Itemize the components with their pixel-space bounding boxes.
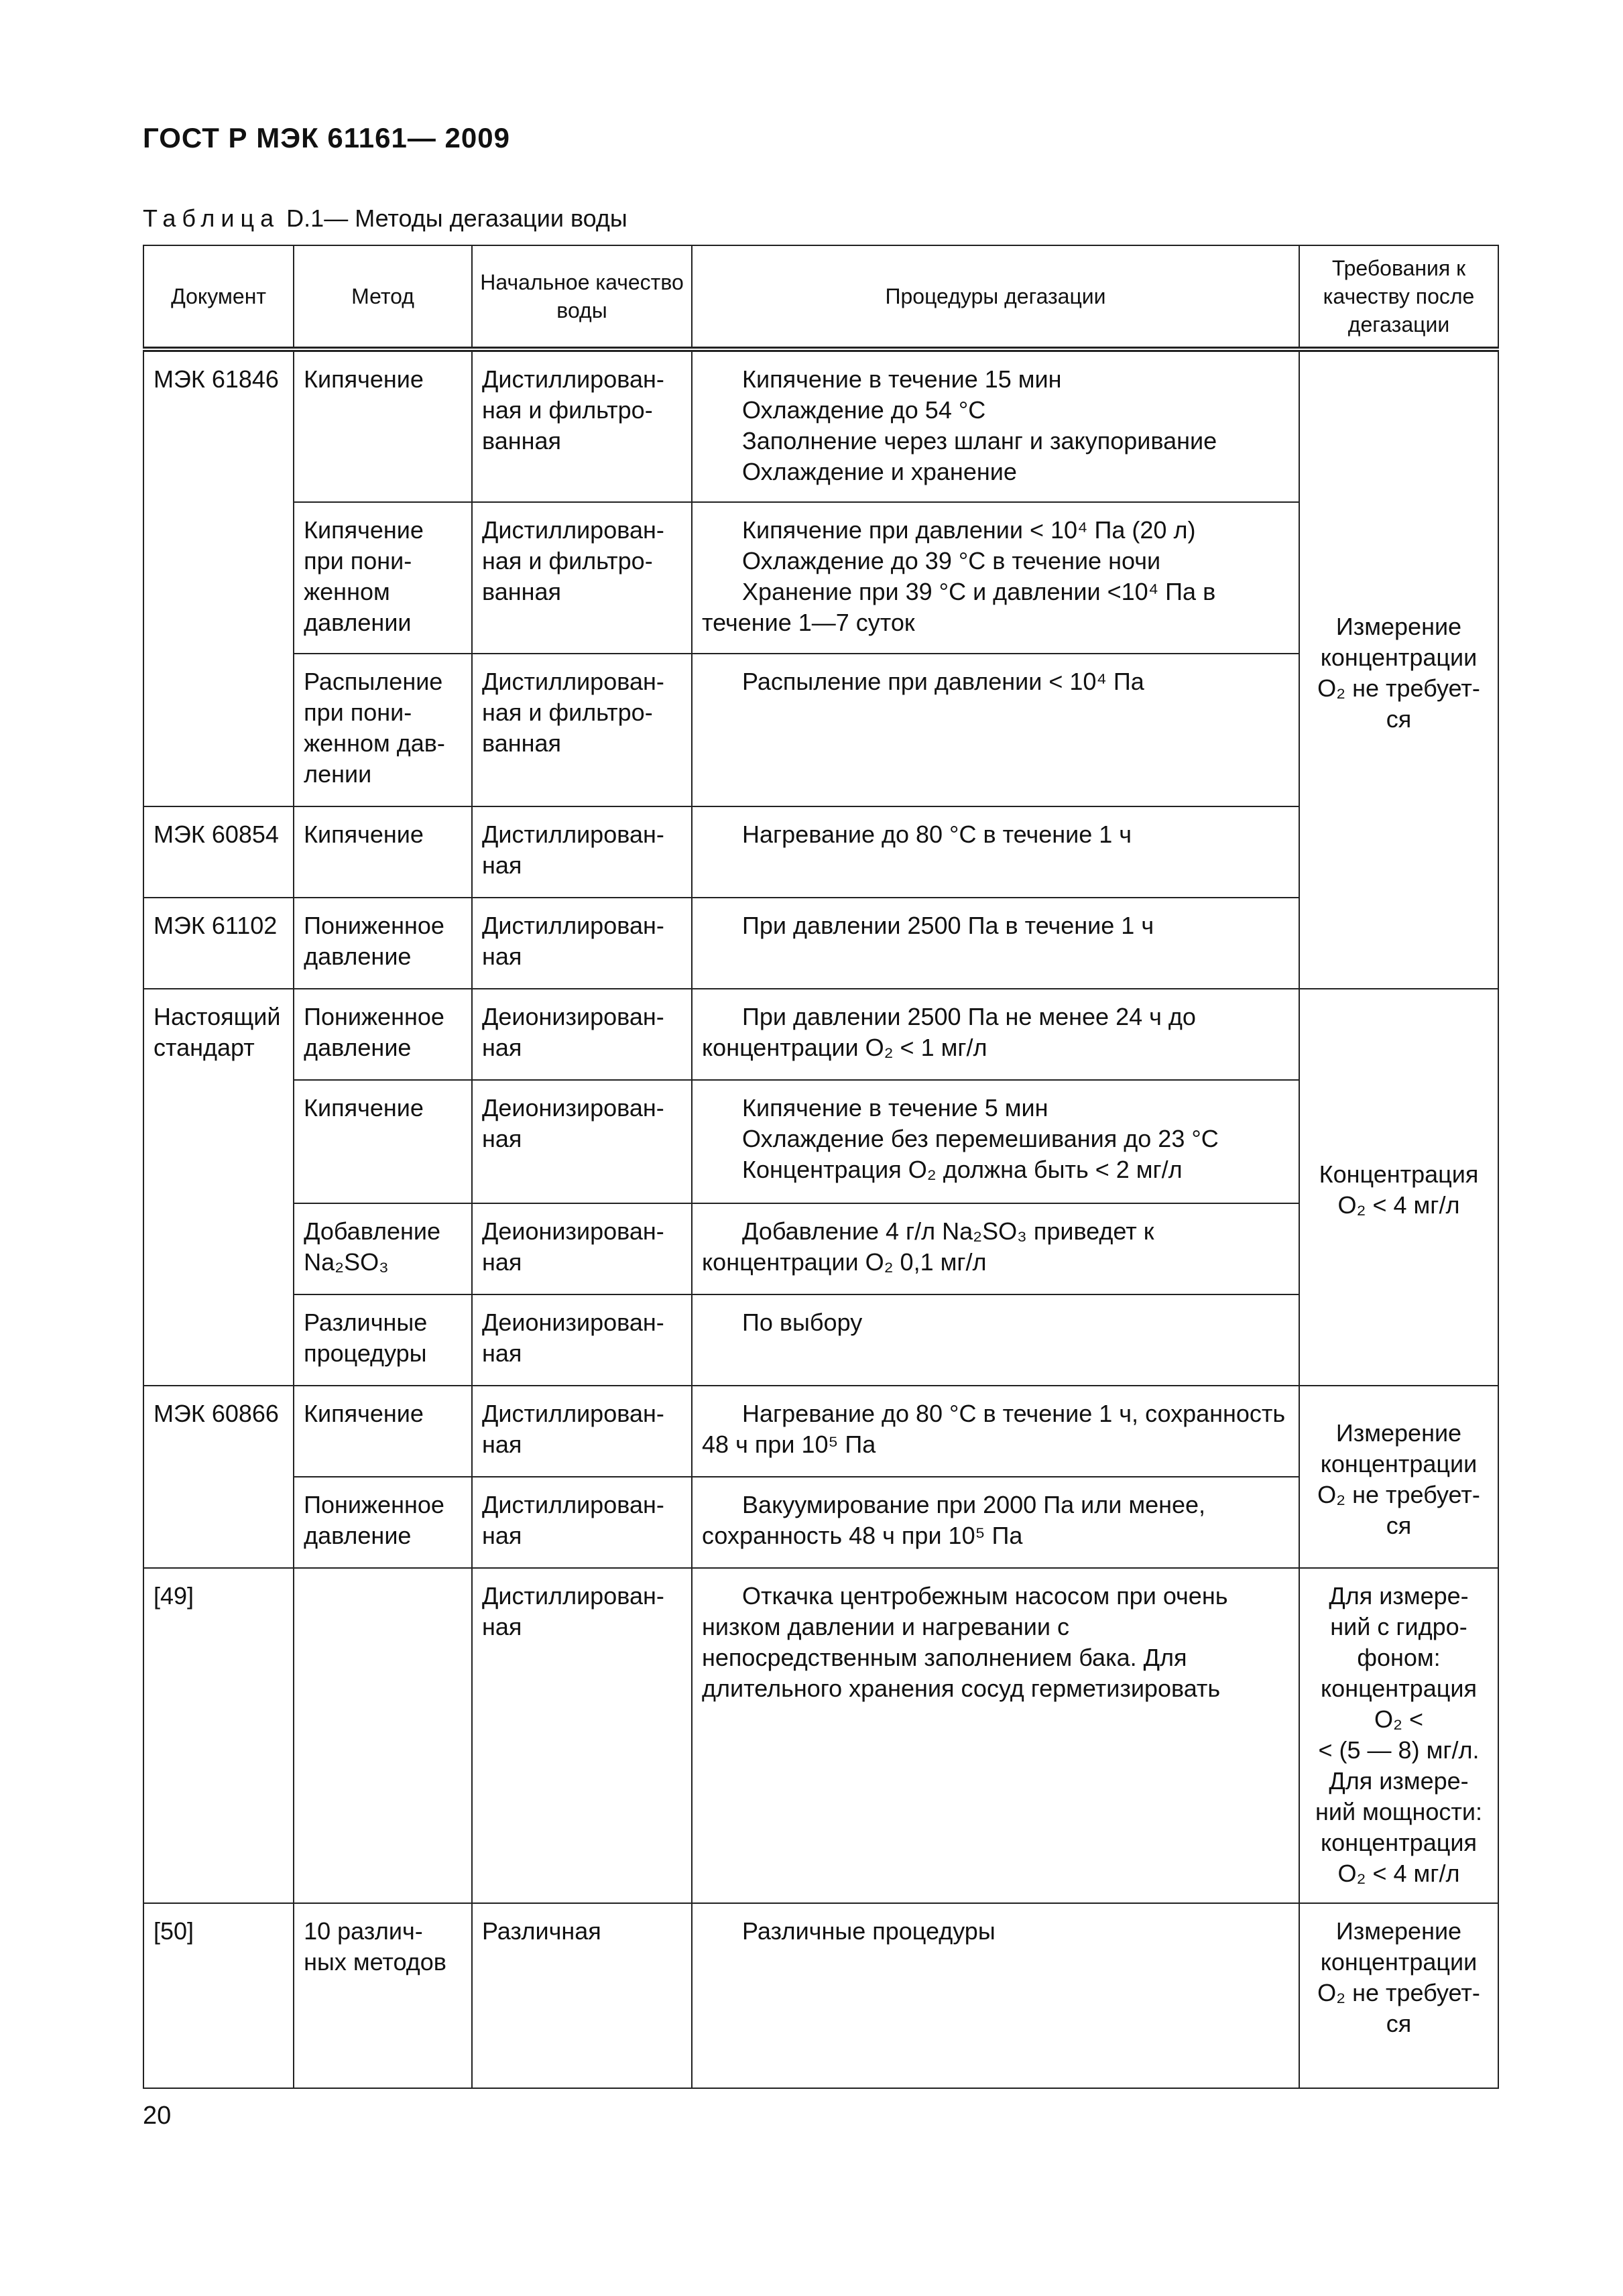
procedure-line: Охлаждение и хранение <box>742 458 1017 485</box>
procedure-line: При давлении 2500 Па не менее 24 ч до концентрации O₂ < 1 мг/л <box>702 1003 1196 1061</box>
procedure-line: Распыление при давлении < 10⁴ Па <box>742 668 1144 695</box>
cell-quality: Дистиллирован- ная <box>472 1568 692 1903</box>
procedure-line: По выбору <box>742 1309 863 1336</box>
table-row <box>143 502 1498 654</box>
procedure-line: Охлаждение без перемешивания до 23 °С <box>742 1125 1219 1152</box>
cell-quality: Деионизирован- ная <box>472 1294 692 1386</box>
procedure-line: Заполнение через шланг и закупоривание <box>742 427 1217 455</box>
cell-quality: Дистиллирован- ная <box>472 898 692 989</box>
table-row <box>143 1568 1498 1903</box>
cell-quality: Дистиллирован- ная и фильтро- ванная <box>472 502 692 654</box>
cell-procedures <box>692 502 1299 654</box>
cell-requirements: Измерение концентрации O₂ не требует- ся <box>1299 1903 1498 2088</box>
cell-procedures <box>692 1080 1299 1203</box>
cell-procedures <box>692 349 1299 502</box>
cell-procedures <box>692 1294 1299 1386</box>
cell-procedures <box>692 654 1299 806</box>
table-caption-label: Таблица <box>143 204 280 232</box>
table-row <box>143 806 1498 898</box>
procedure-line: Кипячение в течение 5 мин <box>742 1094 1048 1122</box>
cell-method: Пониженное давление <box>294 989 472 1080</box>
cell-procedures <box>692 1477 1299 1568</box>
table-row <box>143 1203 1498 1294</box>
cell-document: МЭК 61102 <box>143 898 294 989</box>
procedure-line: Хранение при 39 °С и давлении <10⁴ Па в течение 1—7 суток <box>702 578 1216 636</box>
header-quality: Начальное качество воды <box>472 245 692 349</box>
table-row <box>143 1903 1498 2088</box>
cell-requirements: Концентрация O₂ < 4 мг/л <box>1299 989 1498 1386</box>
procedure-line: При давлении 2500 Па в течение 1 ч <box>742 912 1154 939</box>
cell-quality: Дистиллирован- ная <box>472 1386 692 1477</box>
procedure-line: Охлаждение до 39 °С в течение ночи <box>742 547 1161 575</box>
cell-method: Кипячение <box>294 806 472 898</box>
cell-method <box>294 1568 472 1903</box>
cell-method: 10 различ- ных методов <box>294 1903 472 2088</box>
table-row <box>143 349 1498 502</box>
procedure-line: Охлаждение до 54 °С <box>742 396 986 424</box>
cell-method: Добавление Na₂SO₃ <box>294 1203 472 1294</box>
cell-quality: Деионизирован- ная <box>472 989 692 1080</box>
cell-quality: Деионизирован- ная <box>472 1203 692 1294</box>
cell-document: МЭК 60866 <box>143 1386 294 1568</box>
cell-procedures <box>692 1903 1299 2088</box>
table-row <box>143 1386 1498 1477</box>
table-row <box>143 654 1498 806</box>
table-row <box>143 898 1498 989</box>
page-number: 20 <box>143 2102 172 2130</box>
procedure-line: Концентрация O₂ должна быть < 2 мг/л <box>742 1156 1183 1183</box>
cell-method: Кипячение <box>294 1386 472 1477</box>
procedure-line: Кипячение при давлении < 10⁴ Па (20 л) <box>742 516 1196 544</box>
cell-document: МЭК 60854 <box>143 806 294 898</box>
cell-method: Пониженное давление <box>294 1477 472 1568</box>
cell-document: Настоящий стандарт <box>143 989 294 1386</box>
degassing-table-container <box>143 245 1499 2083</box>
procedure-line: Нагревание до 80 °С в течение 1 ч, сохранность 48 ч при 10⁵ Па <box>702 1400 1286 1458</box>
header-method: Метод <box>294 245 472 349</box>
table-caption-text: D.1— Методы дегазации воды <box>286 204 627 232</box>
cell-requirements: Измерение концентрации O₂ не требует- ся <box>1299 1386 1498 1568</box>
cell-method: Кипячение <box>294 349 472 502</box>
cell-requirements: Для измере- ний с гидро- фоном: концентрация O₂ < < (5 — 8) мг/л. Для измере- ний мощности: концентрация O₂ < 4 мг/л <box>1299 1568 1498 1903</box>
cell-procedures <box>692 898 1299 989</box>
table-row <box>143 1477 1498 1568</box>
table-row <box>143 1080 1498 1203</box>
header-document: Документ <box>143 245 294 349</box>
procedure-line: Нагревание до 80 °С в течение 1 ч <box>742 821 1132 848</box>
cell-procedures <box>692 806 1299 898</box>
procedure-line: Добавление 4 г/л Na₂SO₃ приведет к концентрации O₂ 0,1 мг/л <box>702 1217 1154 1276</box>
cell-quality: Дистиллирован- ная и фильтро- ванная <box>472 654 692 806</box>
cell-procedures <box>692 1203 1299 1294</box>
cell-method: Пониженное давление <box>294 898 472 989</box>
cell-method: Различные процедуры <box>294 1294 472 1386</box>
table-caption <box>143 204 627 233</box>
cell-method: Кипячение при пони- женном давлении <box>294 502 472 654</box>
cell-document: МЭК 61846 <box>143 349 294 806</box>
procedure-line: Кипячение в течение 15 мин <box>742 365 1062 393</box>
procedure-line: Вакуумирование при 2000 Па или менее, сохранность 48 ч при 10⁵ Па <box>702 1491 1206 1549</box>
header-requirements: Требования к качеству после дегазации <box>1299 245 1498 349</box>
cell-document: [49] <box>143 1568 294 1903</box>
cell-quality: Деионизирован- ная <box>472 1080 692 1203</box>
degassing-table <box>143 245 1499 2089</box>
cell-procedures <box>692 1386 1299 1477</box>
procedure-line: Различные процедуры <box>742 1917 996 1945</box>
page-header: ГОСТ Р МЭК 61161— 2009 <box>143 122 510 154</box>
cell-document: [50] <box>143 1903 294 2088</box>
procedure-line: Откачка центробежным насосом при очень низком давлении и нагревании с непосредственным заполнением бака. Для длительного хранения сосуд герметизировать <box>702 1582 1228 1702</box>
table-row <box>143 1294 1498 1386</box>
cell-requirements: Измерение концентрации O₂ не требует- ся <box>1299 349 1498 989</box>
table-header-row <box>143 245 1498 349</box>
table-row <box>143 989 1498 1080</box>
cell-procedures <box>692 989 1299 1080</box>
cell-procedures <box>692 1568 1299 1903</box>
cell-quality: Дистиллирован- ная <box>472 806 692 898</box>
cell-quality: Различная <box>472 1903 692 2088</box>
cell-quality: Дистиллирован- ная <box>472 1477 692 1568</box>
cell-quality: Дистиллирован- ная и фильтро- ванная <box>472 349 692 502</box>
header-procedures: Процедуры дегазации <box>692 245 1299 349</box>
cell-method: Распыление при пони- женном дав- лении <box>294 654 472 806</box>
cell-method: Кипячение <box>294 1080 472 1203</box>
